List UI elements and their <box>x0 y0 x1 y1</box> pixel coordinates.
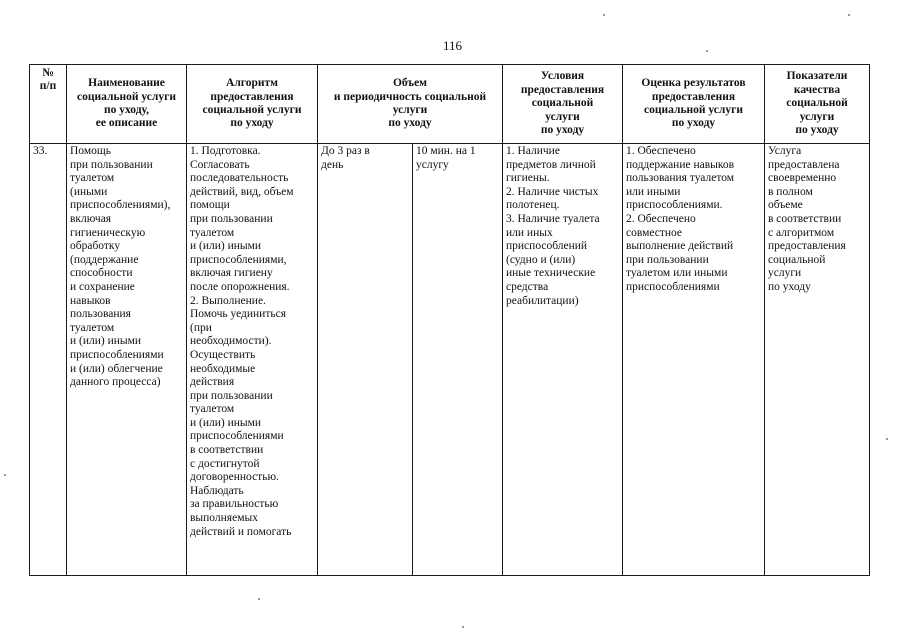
header-name: Наименование социальной услуги по уходу, ее описание <box>67 65 187 144</box>
scan-speck <box>706 50 708 52</box>
header-conditions: Условия предоставления социальной услуги по уходу <box>503 65 623 144</box>
scan-speck <box>4 474 6 476</box>
cell-name: Помощь при пользовании туалетом (иными приспособлениями), включая гигиеническую обработку (поддержание способности и сохранение навыков пользования туалетом и (или) иными приспособлениями и (или) облегчение данного процесса) <box>67 144 187 576</box>
cell-volume-frequency: До 3 раз в день <box>318 144 413 576</box>
header-quality: Показатели качества социальной услуги по уходу <box>765 65 870 144</box>
header-num: № п/п <box>30 65 67 144</box>
cell-quality: Услуга предоставлена своевременно в полном объеме в соответствии с алгоритмом предоставления социальной услуги по уходу <box>765 144 870 576</box>
scan-speck <box>886 438 888 440</box>
cell-num: 33. <box>30 144 67 576</box>
scan-speck <box>462 626 464 628</box>
cell-conditions: 1. Наличие предметов личной гигиены. 2. Наличие чистых полотенец. 3. Наличие туалета или иных приспособлений (судно и (или) иные технические средства реабилитации) <box>503 144 623 576</box>
scan-speck <box>258 598 260 600</box>
header-volume: Объем и периодичность социальной услуги по уходу <box>318 65 503 144</box>
cell-volume-duration: 10 мин. на 1 услугу <box>413 144 503 576</box>
services-table <box>29 64 870 576</box>
page-number: 116 <box>442 38 463 53</box>
header-algorithm: Алгоритм предоставления социальной услуги по уходу <box>187 65 318 144</box>
scan-speck <box>603 14 605 16</box>
table-row <box>30 144 870 576</box>
cell-algorithm: 1. Подготовка. Согласовать последовательность действий, вид, объем помощи при пользовании туалетом и (или) иными приспособлениями, включая гигиену после опорожнения. 2. Выполнение. Помочь уединиться (при необходимости). Осуществить необходимые действия при пользовании туалетом и (или) иными приспособлениями в соответствии с достигнутой договоренностью. Наблюдать за правильностью выполняемых действий и помогать <box>187 144 318 576</box>
table-header-row <box>30 65 870 144</box>
cell-evaluation: 1. Обеспечено поддержание навыков пользования туалетом или иными приспособлениями. 2. Обеспечено совместное выполнение действий при пользовании туалетом или иными приспособлениями <box>623 144 765 576</box>
scan-speck <box>848 14 850 16</box>
header-evaluation: Оценка результатов предоставления социальной услуги по уходу <box>623 65 765 144</box>
